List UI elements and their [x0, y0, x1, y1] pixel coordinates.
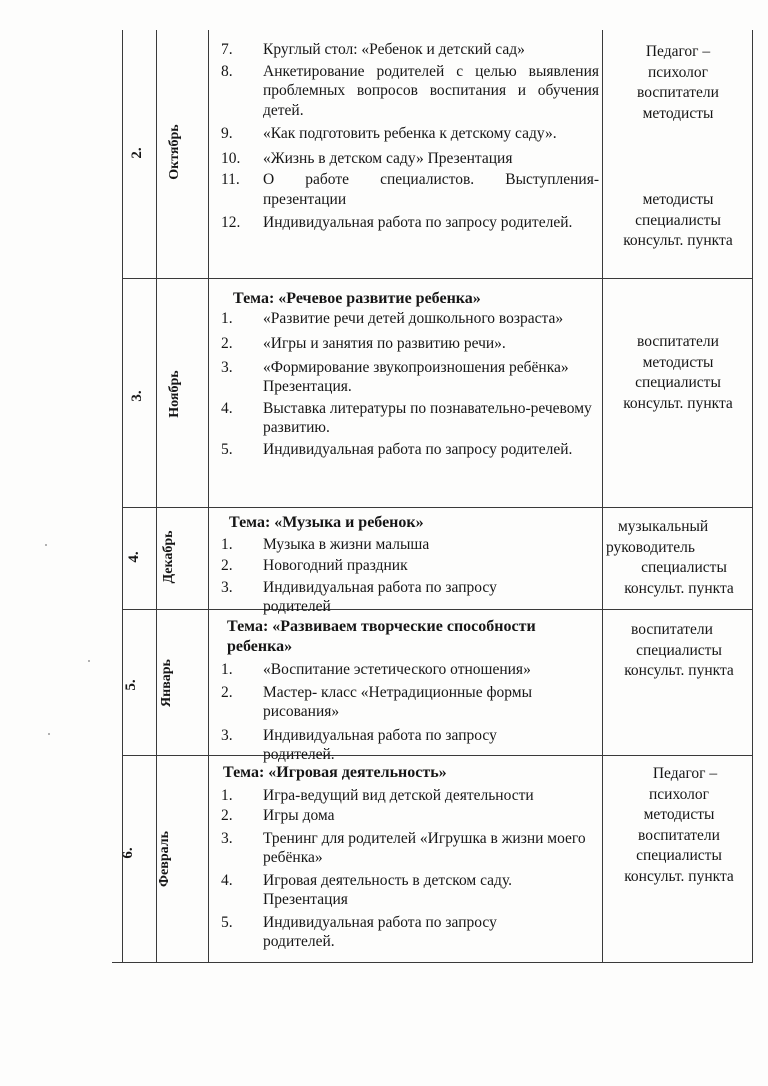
row-content [215, 40, 599, 233]
list-item: 3. Индивидуальная работа по запросу родителей. [221, 726, 497, 763]
list-item: 4. Игровая деятельность в детском саду. Презентация [221, 871, 513, 908]
list-item: 2. Новогодний праздник [221, 557, 408, 574]
table-divider-month [208, 30, 209, 963]
row-divider-1 [122, 278, 753, 279]
table-border-left [122, 30, 123, 963]
section-title: Тема: «Развиваем творческие способности ребенка» [227, 618, 536, 655]
month-label: Январь [159, 659, 174, 707]
scan-speck [45, 544, 47, 546]
responsible-item: консульт. пункта [623, 394, 733, 412]
month-label: Февраль [157, 831, 172, 887]
section-title: Тема: «Игровая деятельность» [223, 764, 447, 781]
list-item: 4. Выставка литературы по познавательно-речевому развитию. [221, 399, 592, 436]
responsible-item: воспитатели [631, 621, 713, 638]
responsible-item: методисты [642, 191, 714, 208]
list-item: 1. «Развитие речи детей дошкольного возраста» [221, 309, 564, 327]
row-content [215, 763, 595, 952]
list-item: 7. Круглый стол: «Ребенок и детский сад» [221, 41, 525, 58]
responsible-item: методисты [642, 353, 714, 371]
section-title: Тема: «Музыка и ребенок» [229, 514, 424, 531]
scan-speck [48, 733, 50, 735]
list-item: 12. Индивидуальная работа по запросу родителей. [221, 214, 573, 231]
list-item: 1. Игра-ведущий вид детской деятельности [221, 786, 534, 804]
responsible-item: специалисты [636, 641, 722, 659]
responsible-item: консульт. пункта [624, 867, 734, 885]
row-content [215, 289, 593, 459]
list-item: 5. Индивидуальная работа по запросу родителей. [221, 440, 573, 458]
responsible-item: методисты [643, 806, 715, 823]
list-item: 3. «Формирование звукопроизношения ребёнка» Презентация. [221, 358, 569, 395]
row-number: 3. [129, 390, 145, 402]
scan-speck [88, 660, 90, 662]
responsible-item: психолог [648, 785, 710, 803]
list-item: 2. Мастер- класс «Нетрадиционные формы рисования» [221, 683, 532, 720]
row-number: 4. [126, 551, 142, 563]
responsible-list [604, 764, 754, 887]
responsible-item: руководитель [606, 538, 695, 556]
responsible-item: воспитатели [637, 84, 719, 101]
responsible-item: специалисты [636, 847, 722, 864]
responsible-item: консульт. пункта [623, 232, 733, 249]
list-item: 10. «Жизнь в детском саду» Презентация [221, 149, 513, 167]
month-label: Октябрь [167, 124, 182, 180]
list-item: 9. «Как подготовить ребенка к детскому саду». [221, 125, 557, 142]
responsible-item: специалисты [635, 374, 721, 391]
list-item: 2. Игры дома [221, 807, 335, 824]
responsible-list [604, 332, 752, 414]
section-title: Тема: «Речевое развитие ребенка» [233, 290, 481, 307]
responsible-list [604, 620, 754, 682]
list-item: 5. Индивидуальная работа по запросу родителей. [221, 913, 497, 950]
responsible-item: воспитатели [637, 333, 719, 350]
table-border-bottom [112, 962, 753, 963]
responsible-list [604, 517, 754, 599]
responsible-item: воспитатели [638, 826, 720, 844]
list-item: 3. Тренинг для родителей «Игрушка в жизни моего ребёнка» [221, 829, 586, 866]
responsible-item: музыкальный [618, 518, 709, 535]
table-divider-resp [602, 30, 603, 963]
list-item: 1. «Воспитание эстетического отношения» [221, 661, 531, 678]
list-item: 11. О работе специалистов. Выступления-презентации [221, 171, 599, 208]
list-item: 1. Музыка в жизни малыша [221, 535, 430, 553]
row-divider-2 [122, 507, 753, 508]
responsible-item: специалисты [641, 559, 727, 576]
row-number: 6. [120, 847, 136, 859]
row-number: 5. [123, 679, 139, 691]
month-label: Декабрь [161, 530, 176, 584]
row-content [215, 513, 599, 617]
responsible-item: консульт. пункта [624, 579, 734, 597]
responsible-list [604, 42, 752, 124]
responsible-item: специалисты [635, 211, 721, 229]
responsible-item: консульт. пункта [624, 662, 734, 679]
responsible-item: Педагог – [652, 765, 718, 782]
row-number: 2. [129, 147, 145, 159]
responsible-item: психолог [647, 63, 709, 81]
list-item: 2. «Игры и занятия по развитию речи». [221, 335, 506, 352]
responsible-item: Педагог – [645, 43, 711, 60]
list-item: 8. Анкетирование родителей с целью выявления проблемных вопросов воспитания и обучения детей. [221, 62, 599, 119]
responsible-list [604, 190, 752, 252]
responsible-item: методисты [642, 104, 714, 122]
row-content [215, 617, 593, 765]
month-label: Ноябрь [167, 370, 182, 418]
list-item: 3. Индивидуальная работа по запросу родителей [221, 578, 497, 615]
